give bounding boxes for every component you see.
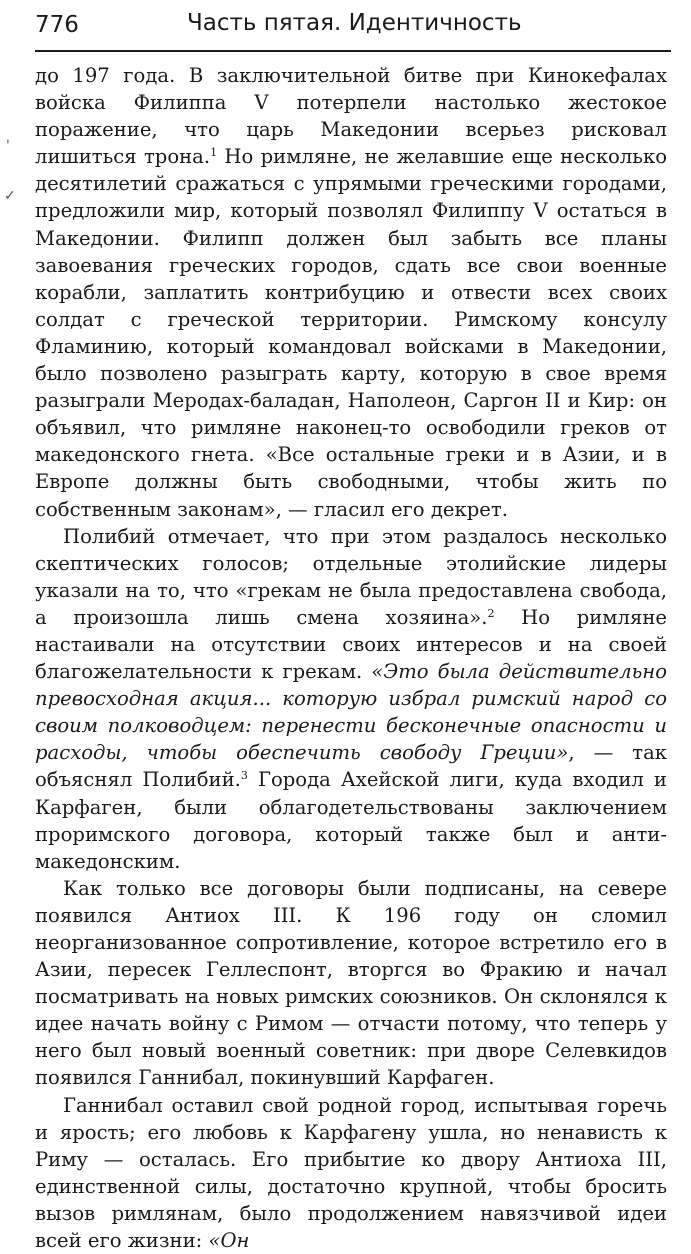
text-run: Ганнибал оставил свой родной город, испытывая горечь и ярость; его любовь к Карфагену ушла, но ненависть к Риму — осталась. Его прибытие ко двору Антиоха III, единственной силы, достаточно крупной, чтобы бросить вызов римлянам, было продолжением навязчивой идеи всей его жизни: bbox=[35, 1093, 667, 1253]
margin-mark: ' bbox=[6, 138, 10, 154]
text-run: Города Ахейской лиги, куда входил и Карфаген, были облагодетельствованы заключением проримского договора, который также был и анти-македонским. bbox=[35, 768, 667, 873]
paragraph bbox=[35, 62, 667, 523]
text-run: Но римляне настаивали на отсутствии своих интересов и на своей благожелательности к грекам. bbox=[35, 605, 667, 684]
running-header bbox=[35, 6, 671, 52]
text-run: до 197 года. В заключительной битве при Кинокефалах войска Филиппа V потерпели настолько жестокое поражение, что царь Македонии всерьез рисковал лишиться трона. bbox=[35, 64, 667, 169]
paragraph bbox=[35, 1092, 667, 1254]
page-number: 776 bbox=[35, 12, 79, 38]
italic-quote: «Он bbox=[208, 1229, 250, 1253]
footnote-marker: 3 bbox=[240, 769, 248, 783]
margin-mark: ✓ bbox=[4, 188, 16, 204]
running-title: Часть пятая. Идентичность bbox=[187, 10, 522, 36]
footnote-marker: 1 bbox=[210, 146, 218, 160]
paragraph bbox=[35, 523, 667, 875]
footnote-marker: 2 bbox=[487, 606, 495, 620]
body-text bbox=[35, 62, 667, 1254]
paragraph bbox=[35, 875, 667, 1092]
text-run: , — так объяснял Полибий. bbox=[35, 741, 667, 792]
italic-quote: «Это была действительно превосходная акция... которую избрал римский народ со своим полководцем: перенести бесконечные опасности и расходы, чтобы обеспечить свободу Греции» bbox=[35, 660, 668, 765]
text-run: Как только все договоры были подписаны, на севере появился Антиох III. К 196 году он сломил неорганизованное сопротивление, которое встретило его в Азии, пересек Геллеспонт, вторгся во Фракию и начал посматривать на новых римских союзников. Он склонялся к идее начать войну с Римом — отчасти потому, что теперь у него был новый военный советник: при дворе Селевкидов появился Ганнибал, покинувший Карфаген. bbox=[35, 876, 667, 1090]
text-run: Но римляне, не желавшие еще несколько десятилетий сражаться с упрямыми греческими городами, предложили мир, который позволял Филиппу V остаться в Македонии. Филипп должен был забыть все планы завоевания греческих городов, сдать все свои военные корабли, заплатить контрибуцию и отвести всех своих солдат с греческой территории. Римскому консулу Фламинию, который командовал войсками в Македонии, было позволено разыграть карту, которую в свое время разыграли Меродах-баладан, Наполеон, Саргон II и Кир: он объявил, что римляне наконец-то освободили греков от македонского гнета. «Все остальные греки и в Азии, и в Европе должны быть свободными, чтобы жить по собственным законам», — гласил его декрет. bbox=[35, 145, 668, 521]
text-run: Полибий отмечает, что при этом раздалось несколько скептических голосов; отдельные этолийские лидеры указали на то, что «грекам не была предоставлена свобода, а произошла лишь смена хозяина». bbox=[35, 524, 667, 629]
